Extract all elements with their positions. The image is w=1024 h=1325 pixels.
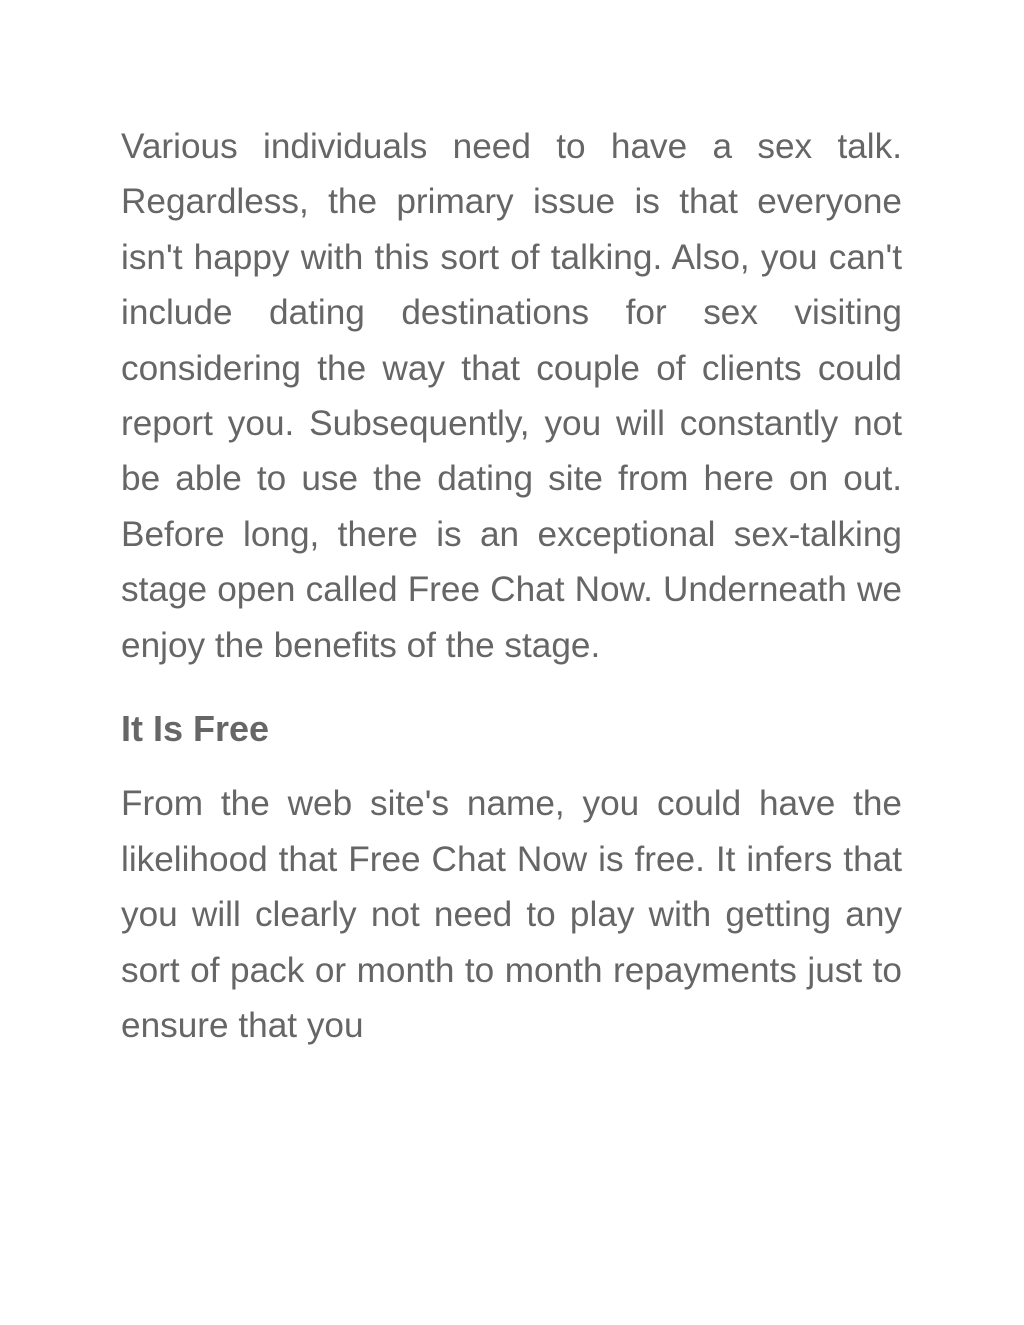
section-heading: It Is Free <box>121 708 270 750</box>
section-paragraph: From the web site's name, you could have the likelihood that Free Chat Now is free. It infers that you will clearly not need to play with getting any sort of pack or month to month repayments just to ensure that you <box>121 784 902 1046</box>
intro-paragraph: Various individuals need to have a sex talk. Regardless, the primary issue is that everyone isn't happy with this sort of talking. Also, you can't include dating destinations for sex visiting considering the way that couple of clients could report you. Subsequently, you will constantly not be able to use the dating site from here on out. Before long, there is an exceptional sex-talking stage open called Free Chat Now. Underneath we enjoy the benefits of the stage. <box>121 127 902 665</box>
document-page <box>121 119 902 1054</box>
